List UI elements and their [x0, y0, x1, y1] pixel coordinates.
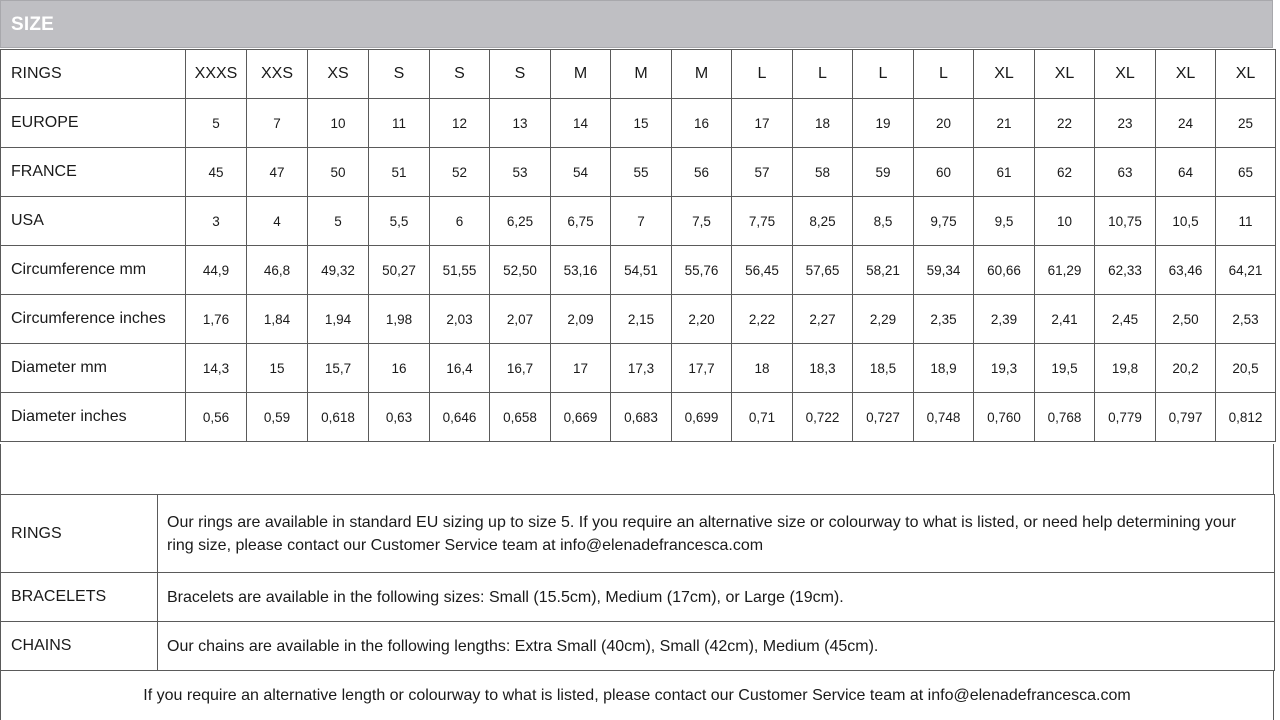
size-cell: 46,8 — [247, 246, 308, 295]
size-cell: 6 — [430, 197, 490, 246]
size-cell: 22 — [1035, 99, 1095, 148]
size-cell: 7,5 — [672, 197, 732, 246]
info-text-chains: Our chains are available in the following lengths: Extra Small (40cm), Small (42cm), Medium (45cm). — [158, 622, 1275, 671]
size-row — [1, 50, 1276, 99]
info-row-rings — [1, 495, 1275, 573]
size-cell: 1,94 — [308, 295, 369, 344]
size-cell: 25 — [1216, 99, 1276, 148]
size-cell: 52,50 — [490, 246, 551, 295]
size-cell: 9,75 — [914, 197, 974, 246]
size-cell: 24 — [1156, 99, 1216, 148]
info-text-bracelets: Bracelets are available in the following sizes: Small (15.5cm), Medium (17cm), or Large (19cm). — [158, 573, 1275, 622]
footer-note — [0, 670, 1274, 720]
info-row-bracelets — [1, 573, 1275, 622]
size-cell: 52 — [430, 148, 490, 197]
size-cell: XL — [1095, 50, 1156, 99]
size-cell: 15 — [247, 344, 308, 393]
size-cell: 20,5 — [1216, 344, 1276, 393]
size-cell: 53,16 — [551, 246, 611, 295]
size-cell: 8,25 — [793, 197, 853, 246]
size-cell: 2,29 — [853, 295, 914, 344]
size-cell: 19,3 — [974, 344, 1035, 393]
size-cell: 1,76 — [186, 295, 247, 344]
size-cell: 0,699 — [672, 393, 732, 442]
size-cell: 5 — [308, 197, 369, 246]
size-cell: 11 — [369, 99, 430, 148]
size-cell: L — [914, 50, 974, 99]
size-cell: 20,2 — [1156, 344, 1216, 393]
size-cell: 2,41 — [1035, 295, 1095, 344]
size-cell: 63 — [1095, 148, 1156, 197]
size-cell: 56,45 — [732, 246, 793, 295]
footer-text: If you require an alternative length or colourway to what is listed, please contact our Customer Service team at info@elenadefrancesca.com — [143, 686, 1131, 704]
ring-size-table — [0, 49, 1276, 442]
row-label: Diameter inches — [1, 393, 186, 442]
size-cell: 18 — [793, 99, 853, 148]
size-cell: M — [611, 50, 672, 99]
row-label: Diameter mm — [1, 344, 186, 393]
size-cell: 57 — [732, 148, 793, 197]
size-cell: XL — [1156, 50, 1216, 99]
size-cell: 2,03 — [430, 295, 490, 344]
size-cell: 2,53 — [1216, 295, 1276, 344]
size-cell: M — [672, 50, 732, 99]
size-cell: 18 — [732, 344, 793, 393]
size-cell: 14,3 — [186, 344, 247, 393]
row-label: EUROPE — [1, 99, 186, 148]
info-label-bracelets: BRACELETS — [1, 573, 158, 622]
size-cell: 2,35 — [914, 295, 974, 344]
size-cell: 15,7 — [308, 344, 369, 393]
size-cell: 2,22 — [732, 295, 793, 344]
size-row — [1, 344, 1276, 393]
size-cell: 14 — [551, 99, 611, 148]
size-cell: 0,779 — [1095, 393, 1156, 442]
size-cell: 0,646 — [430, 393, 490, 442]
size-cell: S — [430, 50, 490, 99]
info-label-chains: CHAINS — [1, 622, 158, 671]
size-cell: 45 — [186, 148, 247, 197]
size-cell: M — [551, 50, 611, 99]
size-cell: 20 — [914, 99, 974, 148]
row-label: FRANCE — [1, 148, 186, 197]
size-row — [1, 197, 1276, 246]
size-cell: 7,75 — [732, 197, 793, 246]
size-cell: 21 — [974, 99, 1035, 148]
size-cell: 0,748 — [914, 393, 974, 442]
size-cell: 0,812 — [1216, 393, 1276, 442]
product-info-table — [0, 494, 1275, 671]
size-cell: 54 — [551, 148, 611, 197]
size-cell: 16 — [672, 99, 732, 148]
size-cell: 0,56 — [186, 393, 247, 442]
size-cell: L — [793, 50, 853, 99]
size-cell: 6,25 — [490, 197, 551, 246]
size-cell: 55 — [611, 148, 672, 197]
size-row — [1, 246, 1276, 295]
size-cell: 8,5 — [853, 197, 914, 246]
size-cell: 2,15 — [611, 295, 672, 344]
size-cell: 10,5 — [1156, 197, 1216, 246]
size-cell: 51,55 — [430, 246, 490, 295]
size-cell: L — [732, 50, 793, 99]
info-text-rings: Our rings are available in standard EU sizing up to size 5. If you require an alternative size or colourway to what is listed, or need help determining your ring size, please contact our Customer Service team at info@elenadefrancesca.com — [158, 495, 1275, 573]
info-row-chains — [1, 622, 1275, 671]
size-cell: 51 — [369, 148, 430, 197]
size-cell: 50,27 — [369, 246, 430, 295]
size-cell: 1,98 — [369, 295, 430, 344]
size-cell: 2,20 — [672, 295, 732, 344]
size-cell: 49,32 — [308, 246, 369, 295]
size-cell: 2,50 — [1156, 295, 1216, 344]
size-cell: 64,21 — [1216, 246, 1276, 295]
size-cell: 55,76 — [672, 246, 732, 295]
size-cell: 50 — [308, 148, 369, 197]
size-cell: 44,9 — [186, 246, 247, 295]
size-cell: 2,27 — [793, 295, 853, 344]
size-cell: 17 — [732, 99, 793, 148]
size-cell: 16,4 — [430, 344, 490, 393]
size-cell: 18,5 — [853, 344, 914, 393]
size-cell: 57,65 — [793, 246, 853, 295]
size-cell: S — [490, 50, 551, 99]
size-cell: 62 — [1035, 148, 1095, 197]
size-cell: 65 — [1216, 148, 1276, 197]
row-label: Circumference mm — [1, 246, 186, 295]
size-cell: 62,33 — [1095, 246, 1156, 295]
size-cell: 18,3 — [793, 344, 853, 393]
size-cell: 10 — [1035, 197, 1095, 246]
size-cell: 2,45 — [1095, 295, 1156, 344]
size-cell: 4 — [247, 197, 308, 246]
size-cell: 16,7 — [490, 344, 551, 393]
size-cell: 0,618 — [308, 393, 369, 442]
size-cell: L — [853, 50, 914, 99]
size-cell: 5 — [186, 99, 247, 148]
size-row — [1, 393, 1276, 442]
size-cell: 63,46 — [1156, 246, 1216, 295]
size-cell: 2,07 — [490, 295, 551, 344]
size-cell: 61 — [974, 148, 1035, 197]
row-label: USA — [1, 197, 186, 246]
size-cell: 53 — [490, 148, 551, 197]
size-row — [1, 99, 1276, 148]
size-cell: 2,09 — [551, 295, 611, 344]
size-cell: XXXS — [186, 50, 247, 99]
size-cell: 3 — [186, 197, 247, 246]
size-cell: 6,75 — [551, 197, 611, 246]
size-cell: 64 — [1156, 148, 1216, 197]
size-cell: 58,21 — [853, 246, 914, 295]
size-cell: 0,59 — [247, 393, 308, 442]
size-cell: 59 — [853, 148, 914, 197]
size-cell: S — [369, 50, 430, 99]
size-cell: 7 — [611, 197, 672, 246]
size-cell: 0,71 — [732, 393, 793, 442]
size-cell: 10 — [308, 99, 369, 148]
info-label-rings: RINGS — [1, 495, 158, 573]
size-cell: 19,5 — [1035, 344, 1095, 393]
size-cell: 60,66 — [974, 246, 1035, 295]
size-cell: 2,39 — [974, 295, 1035, 344]
size-cell: XXS — [247, 50, 308, 99]
size-cell: 0,669 — [551, 393, 611, 442]
size-cell: 17 — [551, 344, 611, 393]
size-cell: 12 — [430, 99, 490, 148]
size-cell: 16 — [369, 344, 430, 393]
size-cell: 13 — [490, 99, 551, 148]
size-cell: 59,34 — [914, 246, 974, 295]
size-cell: 0,760 — [974, 393, 1035, 442]
size-cell: 17,7 — [672, 344, 732, 393]
size-cell: 0,63 — [369, 393, 430, 442]
size-cell: 0,797 — [1156, 393, 1216, 442]
size-cell: 0,727 — [853, 393, 914, 442]
size-cell: 7 — [247, 99, 308, 148]
size-cell: 58 — [793, 148, 853, 197]
size-cell: 11 — [1216, 197, 1276, 246]
size-cell: 47 — [247, 148, 308, 197]
size-cell: 19,8 — [1095, 344, 1156, 393]
row-label: Circumference inches — [1, 295, 186, 344]
size-title: SIZE — [11, 14, 55, 35]
size-cell: 17,3 — [611, 344, 672, 393]
row-label: RINGS — [1, 50, 186, 99]
size-cell: 5,5 — [369, 197, 430, 246]
size-cell: 0,683 — [611, 393, 672, 442]
size-cell: 54,51 — [611, 246, 672, 295]
size-cell: 19 — [853, 99, 914, 148]
size-header-bar — [0, 0, 1273, 48]
size-cell: 23 — [1095, 99, 1156, 148]
size-cell: XL — [1216, 50, 1276, 99]
size-row — [1, 295, 1276, 344]
size-cell: 1,84 — [247, 295, 308, 344]
size-cell: 18,9 — [914, 344, 974, 393]
size-cell: 61,29 — [1035, 246, 1095, 295]
size-cell: 0,768 — [1035, 393, 1095, 442]
table-spacer — [0, 444, 1274, 494]
size-row — [1, 148, 1276, 197]
size-cell: 15 — [611, 99, 672, 148]
size-cell: 0,658 — [490, 393, 551, 442]
size-cell: 9,5 — [974, 197, 1035, 246]
size-cell: 10,75 — [1095, 197, 1156, 246]
size-cell: 60 — [914, 148, 974, 197]
size-cell: XL — [1035, 50, 1095, 99]
size-cell: XS — [308, 50, 369, 99]
size-cell: XL — [974, 50, 1035, 99]
size-cell: 0,722 — [793, 393, 853, 442]
size-cell: 56 — [672, 148, 732, 197]
